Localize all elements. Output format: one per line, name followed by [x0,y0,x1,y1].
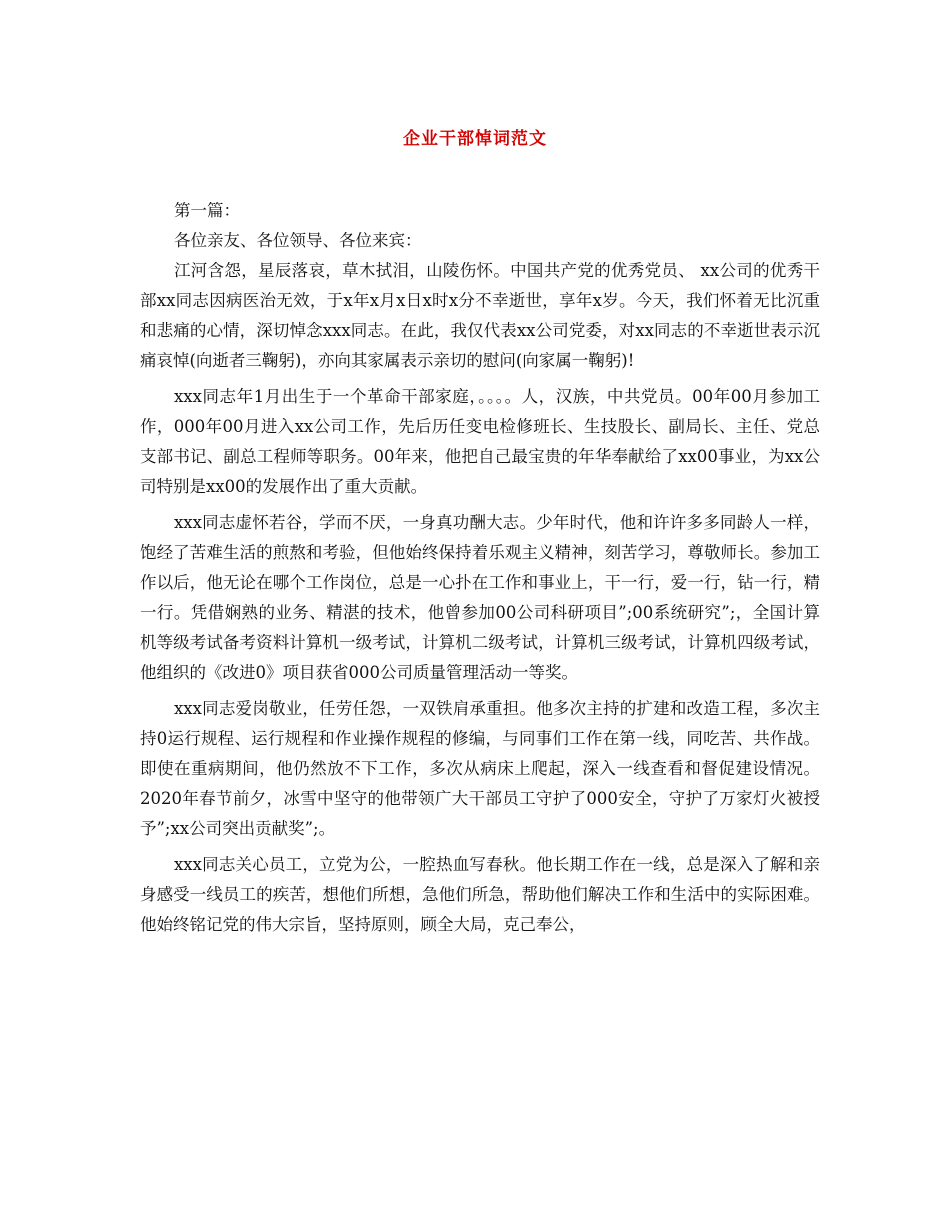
paragraph-opening: 江河含怨，星辰落哀，草木拭泪，山陵伤怀。中国共产党的优秀党员、 xx公司的优秀干部xx同志因病医治无效，于x年x月x日x时x分不幸逝世，享年x岁。今天，我们怀着无比沉重和悲痛的心情，深切悼念xxx同志。在此，我仅代表xx公司党委，对xx同志的不幸逝世表示沉痛哀悼(向逝者三鞠躬)，亦向其家属表示亲切的慰问(向家属一鞠躬)! [140,261,820,370]
paragraph-care: xxx同志关心员工，立党为公，一腔热血写春秋。他长期工作在一线，总是深入了解和亲身感受一线员工的疾苦，想他们所想，急他们所急，帮助他们解决工作和生活中的实际困难。他始终铭记党的伟大宗旨，坚持原则，顾全大局，克己奉公， [140,855,820,934]
document-body [140,196,820,940]
paragraph-section-label: 第一篇： [174,201,240,220]
paragraph-biography: xxx同志年1月出生于一个革命干部家庭，。。。。人，汉族，中共党员。00年00月参加工作，000年00月进入xx公司工作，先后历任变电检修班长、生技股长、副局长、主任、党总支部书记、副总工程师等职务。00年来，他把自己最宝贵的年华奉献给了xx00事业，为xx公司特别是xx00的发展作出了重大贡献。 [140,387,820,496]
paragraph-salutation: 各位亲友、各位领导、各位来宾： [174,231,422,250]
paragraph-studies: xxx同志虚怀若谷，学而不厌，一身真功酬大志。少年时代，他和许许多多同龄人一样，饱经了苦难生活的煎熬和考验，但他始终保持着乐观主义精神，刻苦学习，尊敬师长。参加工作以后，他无论在哪个工作岗位，总是一心扑在工作和事业上，干一行，爱一行，钻一行，精一行。凭借娴熟的业务、精湛的技术，他曾参加00公司科研项目”;00系统研究”;，全国计算机等级考试备考资料计算机一级考试，计算机二级考试，计算机三级考试，计算机四级考试，他组织的《改进0》项目获省000公司质量管理活动一等奖。 [140,513,820,682]
document-title: 企业干部悼词范文 [403,129,547,149]
paragraph-dedication: xxx同志爱岗敬业，任劳任怨，一双铁肩承重担。他多次主持的扩建和改造工程，多次主持0运行规程、运行规程和作业操作规程的修编，与同事们工作在第一线，同吃苦、共作战。即使在重病期间，他仍然放不下工作，多次从病床上爬起，深入一线查看和督促建设情况。2020年春节前夕，冰雪中坚守的他带领广大干部员工守护了000安全，守护了万家灯火被授予”;xx公司突出贡献奖”;。 [140,699,820,838]
